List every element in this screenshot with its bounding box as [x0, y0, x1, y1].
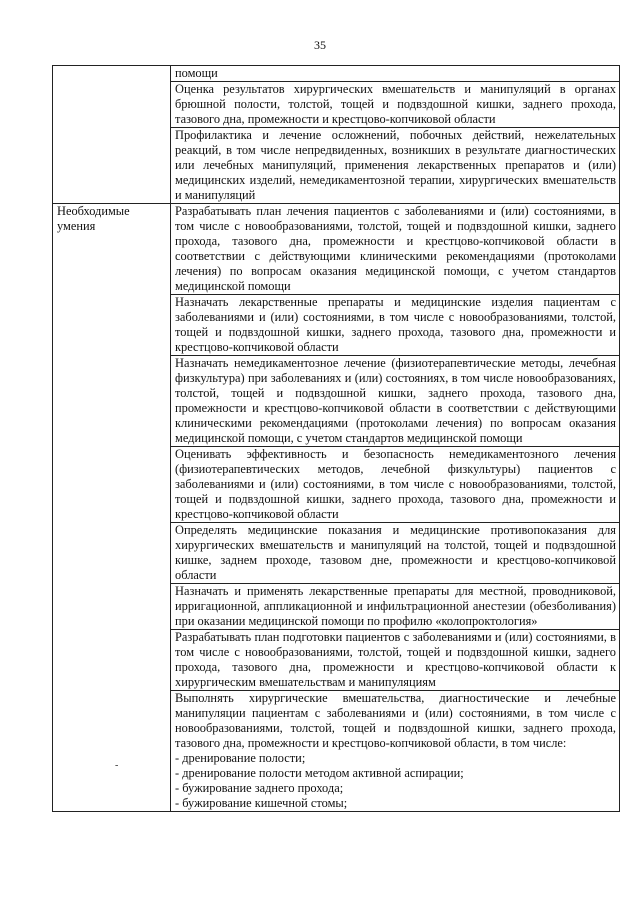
list-item: - бужирование кишечной стомы;: [175, 796, 348, 810]
table-cell: Определять медицинские показания и медицинские противопоказания для хирургических вмешательств и манипуляций на толстой, тощей и подвздошной кишке, заднем проходе, тазовом дне, промежности и крестцово-копчиковой области: [171, 523, 620, 584]
table-cell: Оценивать эффективность и безопасность немедикаментозного лечения (физиотерапевтических методов, лечебной физкультуры) пациентов с заболеваниями и (или) состояниями, в том числе с новообразованиями, толстой, тощей и подвздошной кишки, заднего прохода, тазового дна, промежности и крестцово-копчиковой области: [171, 447, 620, 523]
table-cell: Назначать и применять лекарственные препараты для местной, проводниковой, ирригационной, аппликационной и инфильтрационной анестезии (обезболивания) при оказании медицинской помощи по профилю «колопроктология»: [171, 584, 620, 630]
table-cell: помощи: [171, 66, 620, 82]
table-cell: Профилактика и лечение осложнений, побочных действий, нежелательных реакций, в том числе непредвиденных, возникших в результате диагностических или лечебных манипуляций, применения лекарственных препаратов и (или) медицинских изделий, немедикаментозной терапии, хирургических вмешательств и манипуляций: [171, 128, 620, 204]
table-cell: Оценка результатов хирургических вмешательств и манипуляций в органах брюшной полости, толстой, тощей и подвздошной кишки, заднего прохода, тазового дна, промежности и крестцово-копчиковой области: [171, 82, 620, 128]
competency-table: [52, 65, 620, 812]
list-item: - дренирование полости методом активной аспирации;: [175, 766, 464, 780]
table-cell: Разрабатывать план подготовки пациентов с заболеваниями и (или) состояниями, в том числе с новообразованиями, толстой, тощей и подвздошной кишки, заднего прохода, тазового дна, промежности и крестцово-копчиковой области к хирургическим вмешательствам и манипуляциям: [171, 630, 620, 691]
row-label-empty: [53, 66, 171, 204]
table-cell: Назначать лекарственные препараты и медицинские изделия пациентам с заболеваниями и (или) состояниями, в том числе с новообразованиями, толстой, тощей и подвздошной кишки, заднего прохода, тазового дна, промежности и крестцово-копчиковой области: [171, 295, 620, 356]
list-item: - дренирование полости;: [175, 751, 306, 765]
margin-mark: -: [115, 760, 119, 771]
table-row: [53, 204, 620, 295]
page-number: 35: [314, 38, 326, 52]
list-item: - бужирование заднего прохода;: [175, 781, 344, 795]
table-row: [53, 66, 620, 82]
table-cell: Назначать немедикаментозное лечение (физиотерапевтические методы, лечебная физкультура) при заболеваниях и (или) состояниях, в том числе новообразованиях, толстой, тощей и подвздошной кишки, заднего прохода, тазового дна, промежности и крестцово-копчиковой области в соответствии с действующими клиническими рекомендациями (протоколами лечения) по вопросам оказания медицинской помощи, с учетом стандартов медицинской помощи: [171, 356, 620, 447]
procedures-intro: Выполнять хирургические вмешательства, диагностические и лечебные манипуляции пациентам с заболеваниями и (или) состояниями, в том числе с новообразованиями, толстой, тощей и подвздошной кишки, заднего прохода, тазового дна, промежности и крестцово-копчиковой области, в том числе:: [175, 691, 616, 750]
table-cell-procedures: [171, 691, 620, 812]
table-cell: Разрабатывать план лечения пациентов с заболеваниями и (или) состояниями, в том числе с новообразованиями, толстой, тощей и подвздошной кишки, заднего прохода, тазового дна, промежности и крестцово-копчиковой области в соответствии с действующими клиническими рекомендациями (протоколами лечения) по вопросам оказания медицинской помощи, с учетом стандартов медицинской помощи: [171, 204, 620, 295]
row-label-skills: Необходимые умения: [53, 204, 171, 812]
